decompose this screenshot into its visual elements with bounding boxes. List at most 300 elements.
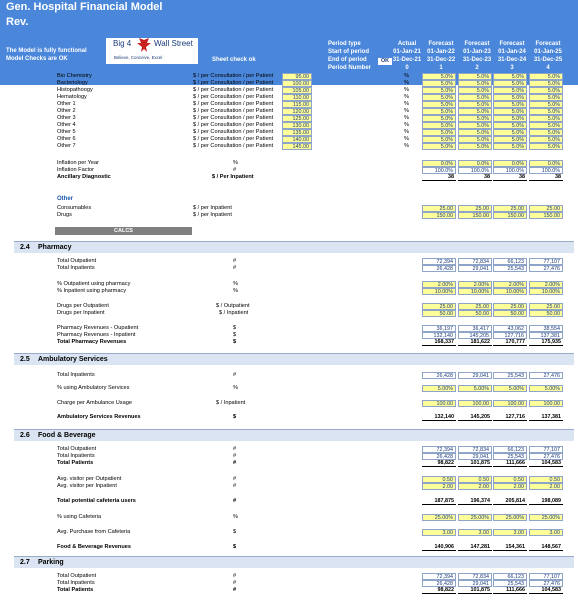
row-unit: % — [233, 514, 238, 520]
row-unit: # — [233, 265, 237, 271]
section-number: 2.5 — [20, 356, 30, 363]
diag-unit: $ / per Consultation / per Patient — [193, 108, 274, 114]
value-cell[interactable]: 2.00 — [529, 483, 563, 490]
row-unit: $ — [233, 529, 237, 535]
value-cell: 104,583 — [529, 460, 563, 467]
col-num: 0 — [405, 65, 409, 71]
growth-input[interactable]: 5.0% — [422, 122, 456, 129]
value-cell[interactable]: 2.00 — [493, 483, 527, 490]
value-cell: 77,107 — [529, 446, 563, 453]
row-label: Total Outpatient — [57, 258, 97, 264]
growth-input[interactable]: 5.0% — [458, 129, 492, 136]
value-cell[interactable]: 2.00% — [458, 281, 492, 288]
inflation-cell: 100.0% — [422, 167, 456, 174]
row-label: Drugs — [57, 212, 72, 218]
inflation-cell: 38 — [422, 174, 456, 181]
inflation-cell[interactable]: 0.0% — [493, 160, 527, 167]
value-cell[interactable]: 10.00% — [493, 288, 527, 295]
growth-input[interactable]: 5.0% — [458, 94, 492, 101]
value-cell[interactable]: 25.00 — [458, 303, 492, 310]
value-cell: 175,935 — [529, 339, 563, 346]
diag-unit: $ / per Consultation / per Patient — [193, 80, 274, 86]
row-unit: % — [233, 281, 238, 287]
value-cell[interactable]: 25.00 — [422, 303, 456, 310]
row-label: Total potential cafeteria users — [57, 498, 136, 504]
col-end: 31-Dec-25 — [533, 57, 563, 63]
value-cell: 170,777 — [493, 339, 527, 346]
growth-input[interactable]: 5.0% — [422, 73, 456, 80]
row-unit: # — [233, 580, 237, 586]
value-cell: 27,476 — [529, 372, 563, 379]
row-unit: $ / Outpatient — [216, 303, 250, 309]
logo-text-big4: Big 4 — [113, 39, 132, 48]
value-cell: 26,428 — [422, 265, 456, 272]
value-cell: 148,567 — [529, 544, 563, 551]
growth-input[interactable]: 5.0% — [493, 136, 527, 143]
diag-label: Other 1 — [57, 101, 76, 107]
row-label: Consumables — [57, 205, 92, 211]
price-input[interactable]: 110.00 — [282, 94, 312, 101]
growth-input[interactable]: 5.0% — [458, 115, 492, 122]
other-input[interactable]: 25.00 — [422, 205, 456, 212]
value-cell: 66,123 — [493, 446, 527, 453]
value-cell[interactable]: 25.00 — [529, 303, 563, 310]
inflation-cell: 100.0% — [529, 167, 563, 174]
growth-input[interactable]: 5.0% — [458, 136, 492, 143]
value-cell: 140,906 — [422, 544, 456, 551]
eagle-icon — [136, 38, 152, 53]
row-label: Charge per Ambulance Usage — [57, 400, 132, 406]
row-unit: # — [233, 460, 237, 466]
row-label: Drugs per Outpatient — [57, 303, 109, 309]
value-cell: 25,543 — [493, 372, 527, 379]
logo-tagline: Believe, Conceive, Excel — [114, 55, 163, 60]
diag-unit: $ / per Consultation / per Patient — [193, 87, 274, 93]
row-unit: # — [233, 453, 237, 459]
col-num: 3 — [510, 65, 514, 71]
diag-unit: $ / per Consultation / per Patient — [193, 115, 274, 121]
value-cell: 36,417 — [458, 325, 492, 332]
value-cell[interactable]: 25.00% — [529, 514, 563, 521]
inflation-cell: 38 — [458, 174, 492, 181]
value-cell[interactable]: 5.00% — [529, 385, 563, 392]
row-unit: $ — [233, 544, 237, 550]
diag-label: Bacteriology — [57, 80, 88, 86]
value-cell: 29,041 — [458, 372, 492, 379]
growth-input[interactable]: 5.0% — [422, 136, 456, 143]
col-start: 01-Jan-21 — [393, 49, 421, 55]
row-label: Total Pharmacy Revenues — [57, 339, 127, 345]
other-input[interactable]: 150.00 — [529, 212, 563, 219]
diag-unit: $ / per Consultation / per Patient — [193, 129, 274, 135]
row-unit: # — [233, 573, 237, 579]
diag-unit: $ / per Consultation / per Patient — [193, 143, 274, 149]
row-unit: # — [233, 446, 237, 452]
row-label: % using Cafeteria — [57, 514, 102, 520]
growth-input[interactable]: 5.0% — [529, 80, 563, 87]
price-input[interactable]: 105.00 — [282, 87, 312, 94]
growth-input[interactable]: 5.0% — [529, 108, 563, 115]
row-unit: $ — [233, 325, 237, 331]
row-label: % Outpatient using pharmacy — [57, 281, 131, 287]
calcs-banner: CALCS — [55, 227, 192, 235]
value-cell: 66,123 — [493, 258, 527, 265]
period-number-label: Period Number — [328, 65, 372, 71]
other-input[interactable]: 25.00 — [529, 205, 563, 212]
row-unit: $ / Inpatient — [216, 400, 246, 406]
col-start: 01-Jan-23 — [463, 49, 491, 55]
value-cell[interactable]: 5.00% — [422, 385, 456, 392]
big4-wallstreet-logo — [106, 38, 198, 64]
growth-input[interactable]: 5.0% — [458, 122, 492, 129]
price-input[interactable]: 145.00 — [282, 143, 312, 150]
growth-input[interactable]: 5.0% — [529, 73, 563, 80]
value-cell[interactable]: 2.00 — [458, 483, 492, 490]
pct-unit: % — [404, 122, 409, 128]
value-cell: 72,394 — [422, 573, 456, 580]
inflation-cell[interactable]: 0.0% — [529, 160, 563, 167]
value-cell: 36,197 — [422, 325, 456, 332]
price-input[interactable]: 100.00 — [282, 80, 312, 87]
model-checks-text: Model Checks are OK — [6, 56, 68, 62]
value-cell: 132,140 — [422, 414, 456, 421]
value-cell: 72,834 — [458, 258, 492, 265]
value-cell: 77,107 — [529, 573, 563, 580]
col-end: 31-Dec-24 — [497, 57, 527, 63]
value-cell: 181,622 — [458, 339, 492, 346]
price-input[interactable]: 95.00 — [282, 73, 312, 80]
inflation-cell: 38 — [529, 174, 563, 181]
value-cell: 198,089 — [529, 498, 563, 505]
row-unit: $ — [233, 339, 237, 345]
value-cell: 27,476 — [529, 453, 563, 460]
start-period-label: Start of period — [328, 49, 370, 55]
diag-label: Hematology — [57, 94, 87, 100]
value-cell[interactable]: 10.00% — [458, 288, 492, 295]
row-unit: # — [233, 258, 237, 264]
col-start: 01-Jan-24 — [498, 49, 526, 55]
row-unit: % — [233, 160, 238, 166]
value-cell: 25,543 — [493, 453, 527, 460]
section-food-beverage[interactable] — [14, 429, 574, 441]
growth-input[interactable]: 5.0% — [529, 87, 563, 94]
row-label: Pharmacy Revenues - Oupatient — [57, 325, 139, 331]
growth-input[interactable]: 5.0% — [458, 87, 492, 94]
pct-unit: % — [404, 136, 409, 142]
growth-input[interactable]: 5.0% — [422, 80, 456, 87]
inflation-cell[interactable]: 0.0% — [458, 160, 492, 167]
col-end: 31-Dec-23 — [462, 57, 492, 63]
value-cell[interactable]: 10.00% — [422, 288, 456, 295]
value-cell[interactable]: 100.00 — [422, 400, 456, 407]
section-number: 2.6 — [20, 432, 30, 439]
col-type: Forecast — [499, 41, 525, 47]
other-input[interactable]: 150.00 — [458, 212, 492, 219]
inflation-cell: 38 — [493, 174, 527, 181]
growth-input[interactable]: 5.0% — [529, 143, 563, 150]
growth-input[interactable]: 5.0% — [529, 101, 563, 108]
value-cell: 101,875 — [458, 587, 492, 594]
row-unit: # — [233, 476, 237, 482]
section-title: Food & Beverage — [38, 432, 96, 439]
diag-unit: $ / per Consultation / per Patient — [193, 73, 274, 79]
growth-input[interactable]: 5.0% — [493, 108, 527, 115]
value-cell: 43,062 — [493, 325, 527, 332]
row-label: Total Patients — [57, 460, 94, 466]
diag-label: Other 6 — [57, 136, 76, 142]
growth-input[interactable]: 5.0% — [493, 115, 527, 122]
value-cell: 98,822 — [422, 587, 456, 594]
value-cell: 147,281 — [458, 544, 492, 551]
value-cell: 145,205 — [458, 414, 492, 421]
growth-input[interactable]: 5.0% — [458, 108, 492, 115]
value-cell: 205,814 — [493, 498, 527, 505]
pct-unit: % — [404, 129, 409, 135]
diag-label: Other 7 — [57, 143, 76, 149]
row-label: % Inpatient using pharmacy — [57, 288, 127, 294]
ok-badge: OK — [378, 58, 392, 65]
growth-input[interactable]: 5.0% — [493, 87, 527, 94]
row-label: Avg. Purchase from Cafeteria — [57, 529, 131, 535]
page-subtitle: Rev. — [6, 16, 29, 28]
row-unit: $ — [233, 332, 237, 338]
pct-unit: % — [404, 101, 409, 107]
section-pharmacy[interactable] — [14, 241, 574, 253]
logo-text-wallstreet: Wall Street — [154, 39, 193, 48]
value-cell[interactable]: 3.00 — [529, 529, 563, 536]
value-cell: 104,583 — [529, 587, 563, 594]
price-input[interactable]: 115.00 — [282, 101, 312, 108]
end-period-label: End of period — [328, 57, 367, 63]
value-cell[interactable]: 2.00% — [422, 281, 456, 288]
value-cell[interactable]: 3.00 — [458, 529, 492, 536]
pct-unit: % — [404, 87, 409, 93]
col-end: 31-Dec-22 — [426, 57, 456, 63]
inflation-cell[interactable]: 0.0% — [422, 160, 456, 167]
pct-unit: % — [404, 80, 409, 86]
row-label: Total Inpatients — [57, 453, 95, 459]
value-cell[interactable]: 2.00% — [493, 281, 527, 288]
col-end: 31-Dec-21 — [392, 57, 422, 63]
growth-input[interactable]: 5.0% — [422, 108, 456, 115]
diag-unit: $ / per Consultation / per Patient — [193, 101, 274, 107]
value-cell[interactable]: 10.00% — [529, 288, 563, 295]
value-cell[interactable]: 25.00% — [458, 514, 492, 521]
row-unit: $ — [233, 414, 237, 420]
value-cell: 145,205 — [458, 332, 492, 339]
value-cell: 25,543 — [493, 580, 527, 587]
value-cell[interactable]: 5.00% — [458, 385, 492, 392]
value-cell: 196,374 — [458, 498, 492, 505]
section-title: Pharmacy — [38, 244, 72, 251]
value-cell: 77,107 — [529, 258, 563, 265]
row-unit: $ / per Inpatient — [193, 205, 232, 211]
value-cell: 101,875 — [458, 460, 492, 467]
row-label: Ancillary Diagnostic — [57, 174, 111, 180]
section-title: Parking — [38, 559, 64, 566]
value-cell: 137,381 — [529, 414, 563, 421]
other-input[interactable]: 25.00 — [458, 205, 492, 212]
value-cell[interactable]: 0.50 — [529, 476, 563, 483]
value-cell: 26,428 — [422, 453, 456, 460]
value-cell[interactable]: 50.00 — [493, 310, 527, 317]
other-input[interactable]: 150.00 — [493, 212, 527, 219]
price-input[interactable]: 125.00 — [282, 115, 312, 122]
value-cell: 72,834 — [458, 446, 492, 453]
price-input[interactable]: 140.00 — [282, 136, 312, 143]
price-input[interactable]: 130.00 — [282, 122, 312, 129]
growth-input[interactable]: 5.0% — [493, 129, 527, 136]
col-num: 1 — [439, 65, 443, 71]
col-start: 01-Jan-22 — [427, 49, 455, 55]
row-label: Ambulatory Services Revenues — [57, 414, 141, 420]
price-input[interactable]: 120.00 — [282, 108, 312, 115]
value-cell: 127,716 — [493, 332, 527, 339]
value-cell[interactable]: 0.50 — [493, 476, 527, 483]
value-cell[interactable]: 100.00 — [458, 400, 492, 407]
growth-input[interactable]: 5.0% — [493, 73, 527, 80]
section-ambulatory[interactable] — [14, 353, 574, 365]
period-type-label: Period type — [328, 41, 361, 47]
growth-input[interactable]: 5.0% — [493, 101, 527, 108]
row-unit: # — [233, 372, 237, 378]
row-label: Avg. visitor per Outpatient — [57, 476, 122, 482]
value-cell: 154,361 — [493, 544, 527, 551]
col-start: 01-Jan-25 — [534, 49, 562, 55]
value-cell: 29,041 — [458, 265, 492, 272]
diag-unit: $ / per Consultation / per Patient — [193, 122, 274, 128]
pct-unit: % — [404, 94, 409, 100]
section-parking[interactable] — [14, 556, 574, 568]
row-unit: # — [233, 498, 237, 504]
growth-input[interactable]: 5.0% — [493, 143, 527, 150]
row-unit: # — [233, 167, 237, 173]
diag-unit: $ / per Consultation / per Patient — [193, 94, 274, 100]
diag-label: Other 2 — [57, 108, 76, 114]
value-cell: 72,834 — [458, 573, 492, 580]
growth-input[interactable]: 5.0% — [529, 136, 563, 143]
row-unit: # — [233, 587, 237, 593]
value-cell[interactable]: 50.00 — [529, 310, 563, 317]
value-cell: 132,140 — [422, 332, 456, 339]
value-cell: 26,428 — [422, 372, 456, 379]
diag-label: Bio Chemistry — [57, 73, 92, 79]
row-unit: % — [233, 288, 238, 294]
row-label: Avg. visitor per Inpatient — [57, 483, 117, 489]
value-cell[interactable]: 100.00 — [493, 400, 527, 407]
col-type: Actual — [397, 41, 417, 47]
row-label: Total Patients — [57, 587, 94, 593]
growth-input[interactable]: 5.0% — [458, 73, 492, 80]
row-label: Food & Beverage Revenues — [57, 544, 131, 550]
row-label: Total Outpatient — [57, 573, 97, 579]
col-num: 2 — [475, 65, 479, 71]
growth-input[interactable]: 5.0% — [422, 129, 456, 136]
row-label: Inflation Factor — [57, 167, 94, 173]
value-cell[interactable]: 5.00% — [493, 385, 527, 392]
growth-input[interactable]: 5.0% — [458, 101, 492, 108]
value-cell: 127,716 — [493, 414, 527, 421]
growth-input[interactable]: 5.0% — [493, 80, 527, 87]
diag-label: Other 4 — [57, 122, 76, 128]
growth-input[interactable]: 5.0% — [458, 80, 492, 87]
growth-input[interactable]: 5.0% — [422, 143, 456, 150]
row-label: Total Inpatients — [57, 265, 95, 271]
growth-input[interactable]: 5.0% — [422, 101, 456, 108]
row-label: Pharmacy Revenues - Inpatient — [57, 332, 136, 338]
value-cell[interactable]: 3.00 — [422, 529, 456, 536]
value-cell[interactable]: 0.50 — [422, 476, 456, 483]
inflation-cell: 100.0% — [493, 167, 527, 174]
value-cell[interactable]: 50.00 — [422, 310, 456, 317]
value-cell: 27,476 — [529, 580, 563, 587]
pct-unit: % — [404, 115, 409, 121]
row-label: Total Inpatients — [57, 372, 95, 378]
row-unit: $ / per Inpatient — [193, 212, 232, 218]
growth-input[interactable]: 5.0% — [422, 87, 456, 94]
value-cell: 29,041 — [458, 453, 492, 460]
sheet-check-text: Sheet check ok — [212, 57, 256, 63]
value-cell: 26,428 — [422, 580, 456, 587]
pct-unit: % — [404, 143, 409, 149]
diag-label: Histopathoogy — [57, 87, 93, 93]
growth-input[interactable]: 5.0% — [493, 94, 527, 101]
value-cell[interactable]: 3.00 — [493, 529, 527, 536]
value-cell: 187,875 — [422, 498, 456, 505]
value-cell: 72,394 — [422, 258, 456, 265]
section-number: 2.7 — [20, 559, 30, 566]
row-unit: $ / Per Inpatient — [212, 174, 254, 180]
growth-input[interactable]: 5.0% — [458, 143, 492, 150]
diag-label: Other 5 — [57, 129, 76, 135]
value-cell[interactable]: 50.00 — [458, 310, 492, 317]
growth-input[interactable]: 5.0% — [529, 115, 563, 122]
other-input[interactable]: 150.00 — [422, 212, 456, 219]
col-type: Forecast — [464, 41, 490, 47]
value-cell[interactable]: 25.00% — [493, 514, 527, 521]
value-cell: 25,543 — [493, 265, 527, 272]
row-unit: # — [233, 483, 237, 489]
growth-input[interactable]: 5.0% — [529, 129, 563, 136]
value-cell[interactable]: 0.50 — [458, 476, 492, 483]
col-type: Forecast — [428, 41, 454, 47]
value-cell[interactable]: 2.00 — [422, 483, 456, 490]
value-cell: 111,666 — [493, 587, 527, 594]
value-cell: 98,822 — [422, 460, 456, 467]
growth-input[interactable]: 5.0% — [529, 94, 563, 101]
row-label: Total Inpatients — [57, 580, 95, 586]
growth-input[interactable]: 5.0% — [529, 122, 563, 129]
value-cell: 27,476 — [529, 265, 563, 272]
value-cell[interactable]: 2.00% — [529, 281, 563, 288]
value-cell[interactable]: 25.00 — [493, 303, 527, 310]
price-input[interactable]: 135.00 — [282, 129, 312, 136]
value-cell: 38,554 — [529, 325, 563, 332]
value-cell: 137,381 — [529, 332, 563, 339]
row-unit: % — [233, 385, 238, 391]
growth-input[interactable]: 5.0% — [422, 94, 456, 101]
section-title: Ambulatory Services — [38, 356, 108, 363]
growth-input[interactable]: 5.0% — [493, 122, 527, 129]
pct-unit: % — [404, 108, 409, 114]
diag-unit: $ / per Consultation / per Patient — [193, 136, 274, 142]
row-label: Total Outpatient — [57, 446, 97, 452]
value-cell[interactable]: 25.00% — [422, 514, 456, 521]
growth-input[interactable]: 5.0% — [422, 115, 456, 122]
value-cell[interactable]: 100.00 — [529, 400, 563, 407]
other-input[interactable]: 25.00 — [493, 205, 527, 212]
value-cell: 29,041 — [458, 580, 492, 587]
